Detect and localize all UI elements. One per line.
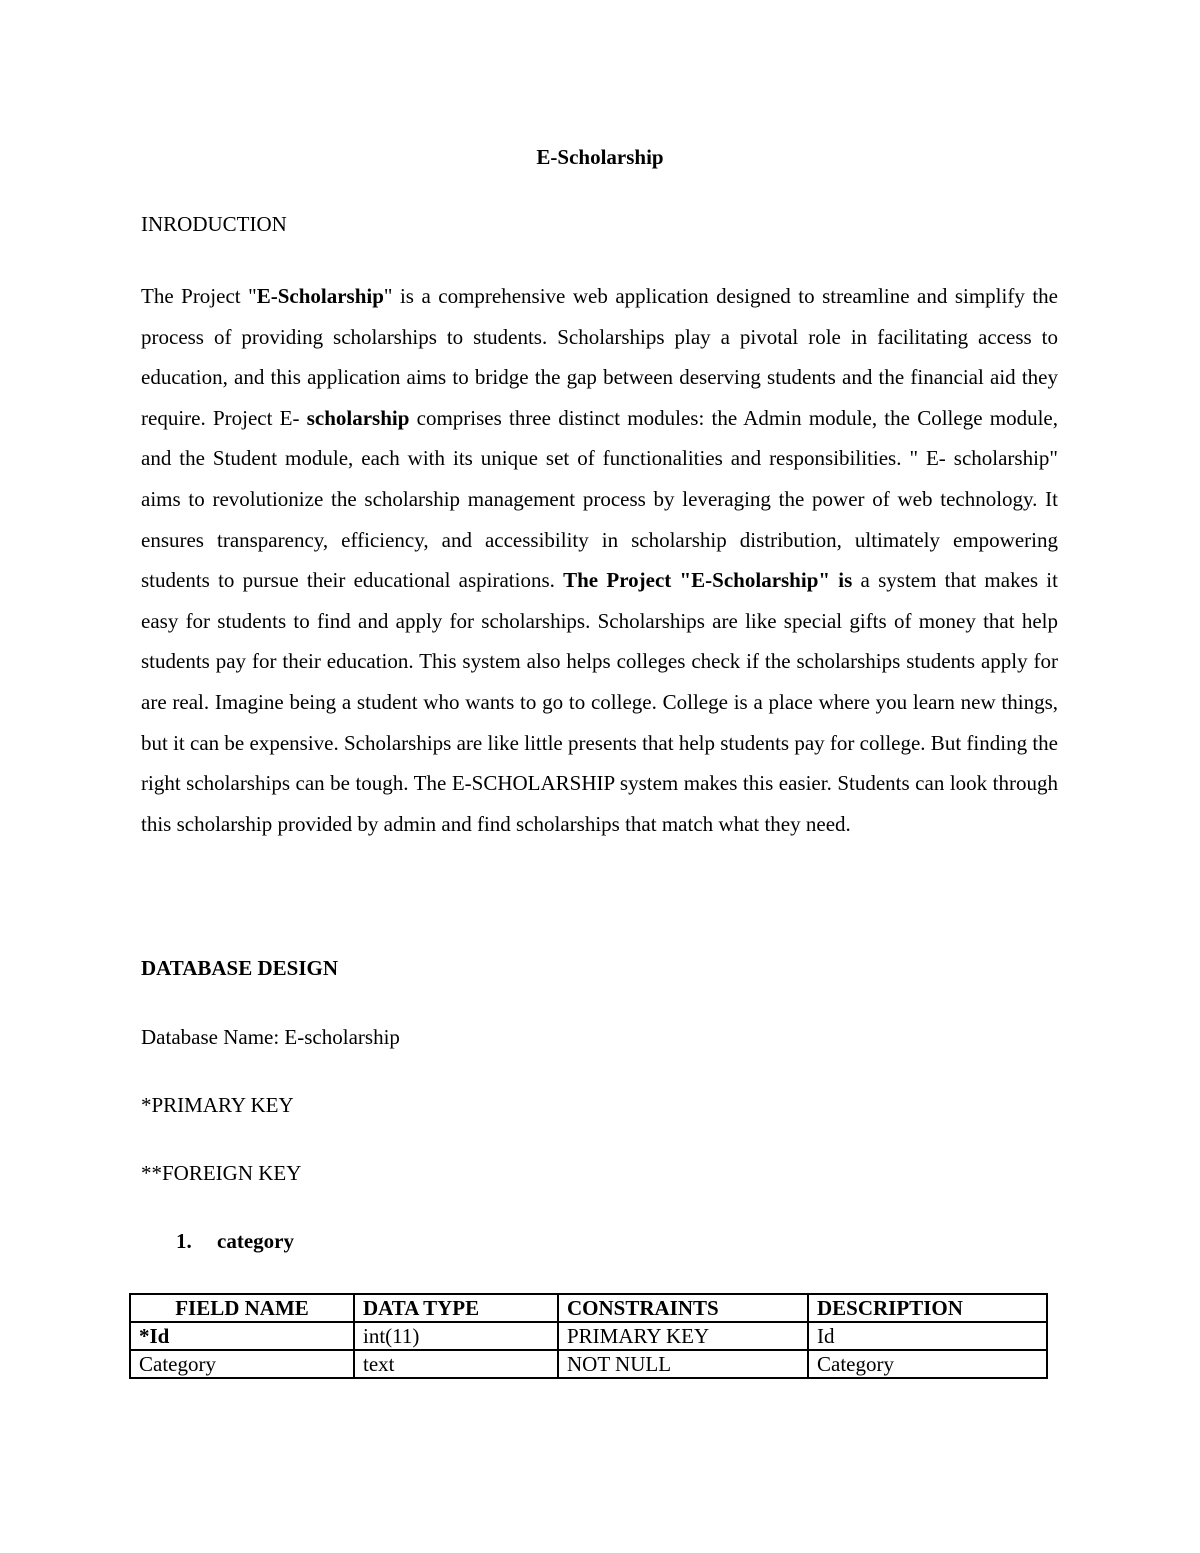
header-description: DESCRIPTION — [808, 1294, 1047, 1322]
cell-field-name: *Id — [130, 1322, 354, 1350]
header-data-type: DATA TYPE — [354, 1294, 558, 1322]
cell-data-type: int(11) — [354, 1322, 558, 1350]
intro-text-4: a system that makes it easy for students to find and apply for scholarships. Scholarships are like special gifts of money that help students pay for their education. This system also helps colleges check if the scholarships students apply for are real. Imagine being a student who wants to go to college. College is a place where you learn new things, but it can be expensive. Scholarships are like little presents that help students pay for college. But finding the right scholarships can be tough. The E-SCHOLARSHIP system makes this easier. Students can look through this scholarship provided by admin and find scholarships that match what they need. — [141, 568, 1058, 836]
header-constraints: CONSTRAINTS — [558, 1294, 808, 1322]
table-section-name: category — [217, 1229, 294, 1253]
primary-key-note: *PRIMARY KEY — [141, 1093, 294, 1117]
intro-bold-1: E-Scholarship — [256, 284, 384, 308]
table-header-row — [130, 1294, 1047, 1322]
table-row — [130, 1350, 1047, 1378]
header-field-name: FIELD NAME — [130, 1294, 354, 1322]
intro-bold-3: The Project "E-Scholarship" is — [563, 568, 853, 593]
category-table — [129, 1293, 1048, 1379]
intro-text-1: The Project " — [141, 284, 257, 308]
cell-description: Category — [808, 1350, 1047, 1378]
database-design-heading: DATABASE DESIGN — [141, 956, 339, 980]
intro-text-3: comprises three distinct modules: the Admin module, the College module, and the Student module, each with its unique set of functionalities and responsibilities. " E- scholarship" aims to revolutionize the scholarship management process by leveraging the power of web technology. It ensures transparency, efficiency, and accessibility in scholarship distribution, ultimately empowering students to pursue their educational aspirations. — [141, 405, 1058, 593]
database-name: Database Name: E-scholarship — [141, 1025, 400, 1049]
intro-heading: INRODUCTION — [141, 212, 287, 236]
cell-constraints: NOT NULL — [558, 1350, 808, 1378]
foreign-key-note: **FOREIGN KEY — [141, 1161, 302, 1185]
cell-description: Id — [808, 1322, 1047, 1350]
table-row — [130, 1322, 1047, 1350]
cell-constraints: PRIMARY KEY — [558, 1322, 808, 1350]
cell-field-name: Category — [130, 1350, 354, 1378]
document-title: E-Scholarship — [536, 145, 664, 169]
intro-paragraph — [141, 276, 1058, 844]
cell-data-type: text — [354, 1350, 558, 1378]
intro-bold-2: scholarship — [306, 405, 410, 430]
table-section-number: 1. — [176, 1229, 192, 1253]
intro-text-2: " is a comprehensive web application designed to streamline and simplify the process of providing scholarships to students. Scholarships play a pivotal role in facilitating access to education, and this application aims to bridge the gap between deserving students and the financial aid they require. Project E- — [141, 284, 1058, 430]
table-section-heading — [176, 1226, 294, 1256]
